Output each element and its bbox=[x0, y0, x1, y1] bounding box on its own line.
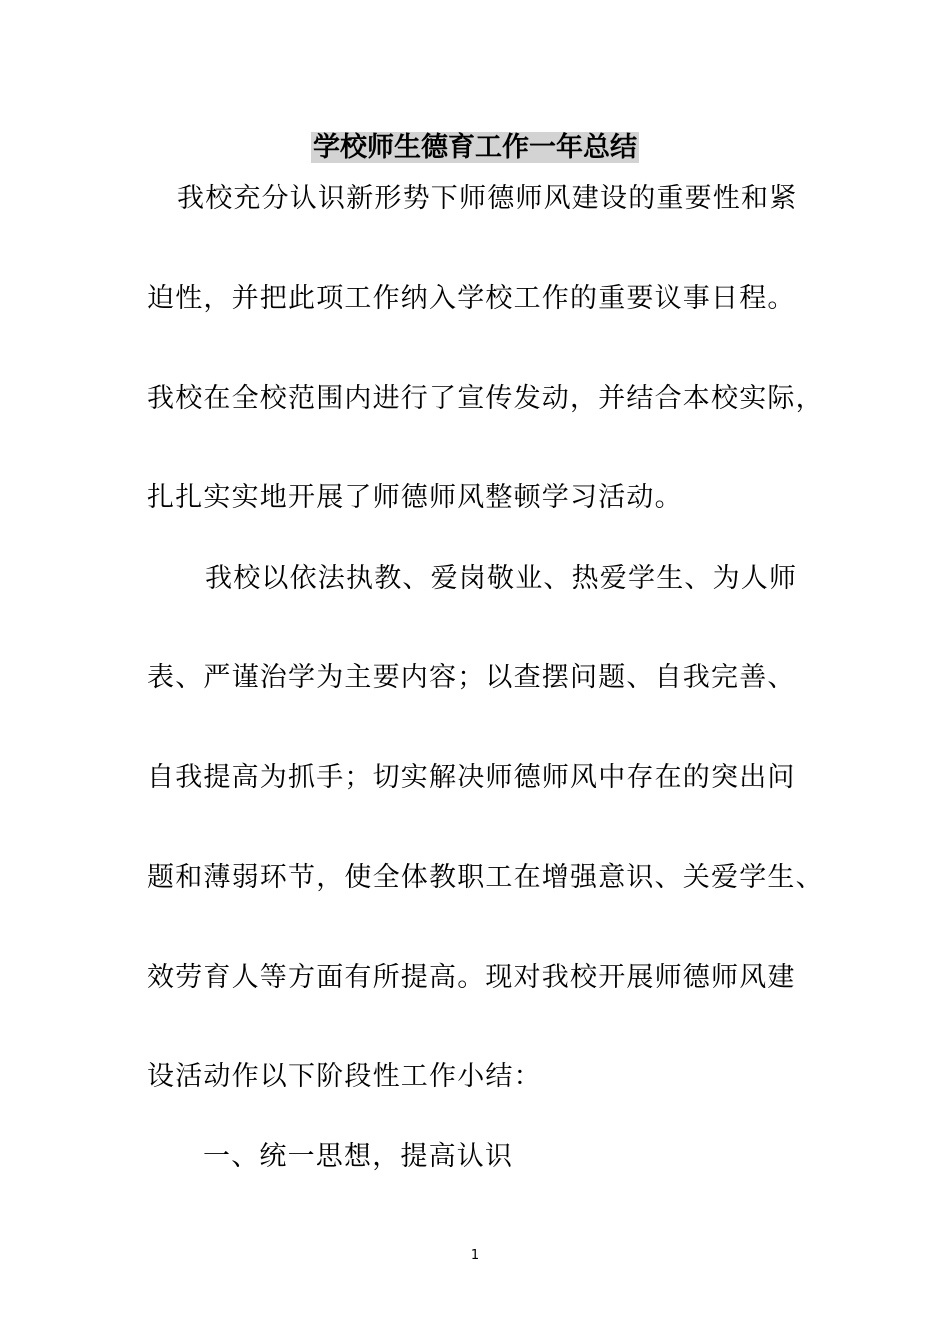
paragraph-line-1: 我校充分认识新形势下师德师风建设的重要性和紧 bbox=[177, 183, 798, 214]
document-title bbox=[0, 128, 950, 168]
page-number: 1 bbox=[470, 1248, 480, 1263]
paragraph-line-8: 题和薄弱环节，使全体教职工在增强意识、关爱学生、 bbox=[147, 862, 824, 893]
document-title-text: 学校师生德育工作一年总结 bbox=[313, 132, 637, 163]
paragraph-line-7: 自我提高为抓手；切实解决师德师风中存在的突出问 bbox=[147, 762, 796, 793]
paragraph-line-5: 我校以依法执教、爱岗敬业、热爱学生、为人师 bbox=[205, 563, 798, 594]
paragraph-line-6: 表、严谨治学为主要内容；以查摆问题、自我完善、 bbox=[147, 662, 796, 693]
section-heading: 一、统一思想，提高认识 bbox=[203, 1141, 514, 1172]
paragraph-line-3: 我校在全校范围内进行了宣传发动，并结合本校实际， bbox=[147, 383, 824, 414]
paragraph-line-2: 迫性，并把此项工作纳入学校工作的重要议事日程。 bbox=[147, 283, 796, 314]
paragraph-line-4: 扎扎实实地开展了师德师风整顿学习活动。 bbox=[147, 482, 683, 513]
paragraph-line-10: 设活动作以下阶段性工作小结： bbox=[147, 1061, 542, 1092]
paragraph-line-9: 效劳育人等方面有所提高。现对我校开展师德师风建 bbox=[147, 962, 796, 993]
